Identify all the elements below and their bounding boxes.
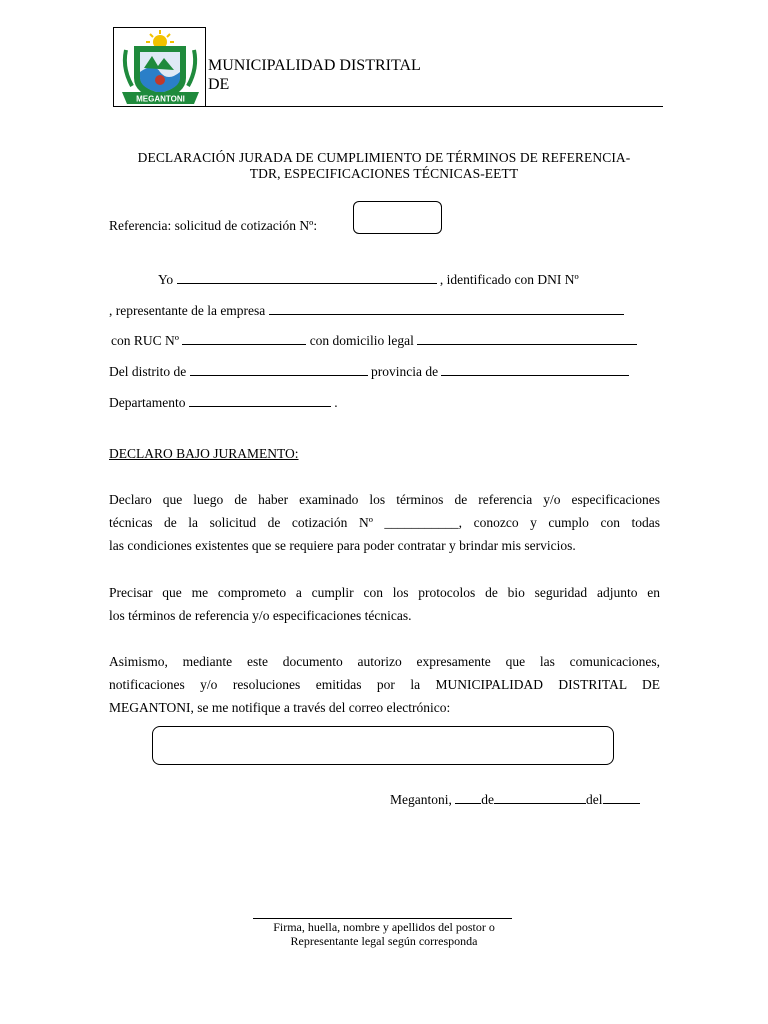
- paragraph-3-line: Asimismo, mediante este documento autorizo expresamente que las comunicaciones,: [109, 654, 660, 669]
- departamento-end: .: [334, 395, 338, 410]
- paragraph-1-line: técnicas de la solicitud de cotización Nº ___________, conozco y cumplo con todas: [109, 515, 660, 530]
- provincia-field[interactable]: [441, 363, 629, 376]
- departamento-field[interactable]: [189, 394, 331, 407]
- yo-label: Yo: [158, 272, 174, 287]
- domicilio-field[interactable]: [417, 332, 637, 345]
- header-title-line2: DE: [208, 76, 230, 93]
- departamento-row: [109, 394, 338, 411]
- date-place: Megantoni,: [390, 792, 452, 807]
- paragraph-3-line: MEGANTONI, se me notifique a través del correo electrónico:: [109, 700, 451, 715]
- distrito-row: [109, 363, 629, 380]
- company-field[interactable]: [269, 302, 624, 315]
- distrito-field[interactable]: [190, 363, 368, 376]
- domicilio-label: con domicilio legal: [309, 333, 414, 348]
- provincia-label: provincia de: [371, 364, 439, 379]
- month-field[interactable]: [494, 791, 586, 804]
- signature-caption: [240, 920, 528, 948]
- declaration-paragraph-3: [109, 650, 660, 719]
- paragraph-3-line: notificaciones y/o resoluciones emitidas por la MUNICIPALIDAD DISTRITAL DE: [109, 677, 660, 692]
- declaration-paragraph-2: [109, 581, 660, 627]
- date-de-label: de: [481, 792, 494, 807]
- document-title-line2: TDR, ESPECIFICACIONES TÉCNICAS-EETT: [249, 166, 519, 181]
- dni-label: , identificado con DNI Nº: [439, 272, 579, 287]
- year-field[interactable]: [603, 791, 640, 804]
- paragraph-2-line: los términos de referencia y/o especificaciones técnicas.: [109, 608, 412, 623]
- logo-banner-text: MEGANTONI: [136, 94, 185, 104]
- header-title: [208, 56, 421, 94]
- company-row: [109, 302, 624, 319]
- declaration-paragraph-1: [109, 488, 660, 557]
- departamento-label: Departamento: [109, 395, 186, 410]
- signature-caption-line2: Representante legal según corresponda: [290, 934, 478, 948]
- day-field[interactable]: [455, 791, 481, 804]
- ruc-field[interactable]: [182, 332, 306, 345]
- signature-line[interactable]: [253, 918, 512, 919]
- document-title: [100, 150, 668, 182]
- ruc-row: [111, 332, 637, 349]
- header-divider: [113, 106, 663, 107]
- municipality-logo: [113, 27, 206, 107]
- paragraph-1-line: Declaro que luego de haber examinado los términos de referencia y/o especificaciones: [109, 492, 660, 507]
- signature-caption-line1: Firma, huella, nombre y apellidos del postor o: [273, 920, 495, 934]
- date-row: [390, 791, 640, 808]
- email-field[interactable]: [152, 726, 614, 765]
- reference-label: Referencia: solicitud de cotización Nº:: [109, 218, 318, 233]
- name-field[interactable]: [177, 271, 437, 284]
- paragraph-1-line: las condiciones existentes que se requiere para poder contratar y brindar mis servicios.: [109, 538, 576, 553]
- declaration-heading: DECLARO BAJO JURAMENTO:: [109, 446, 299, 461]
- header-title-line1: MUNICIPALIDAD DISTRITAL: [208, 57, 421, 74]
- paragraph-2-line: Precisar que me comprometo a cumplir con los protocolos de bio seguridad adjunto en: [109, 585, 660, 600]
- reference-number-field[interactable]: [353, 201, 442, 234]
- yo-row: [158, 271, 579, 288]
- ruc-label: con RUC Nº: [111, 333, 179, 348]
- document-title-line1: DECLARACIÓN JURADA DE CUMPLIMIENTO DE TÉRMINOS DE REFERENCIA-: [137, 150, 631, 165]
- distrito-label: Del distrito de: [109, 364, 187, 379]
- date-del-label: del: [586, 792, 603, 807]
- representante-label: , representante de la empresa: [109, 303, 266, 318]
